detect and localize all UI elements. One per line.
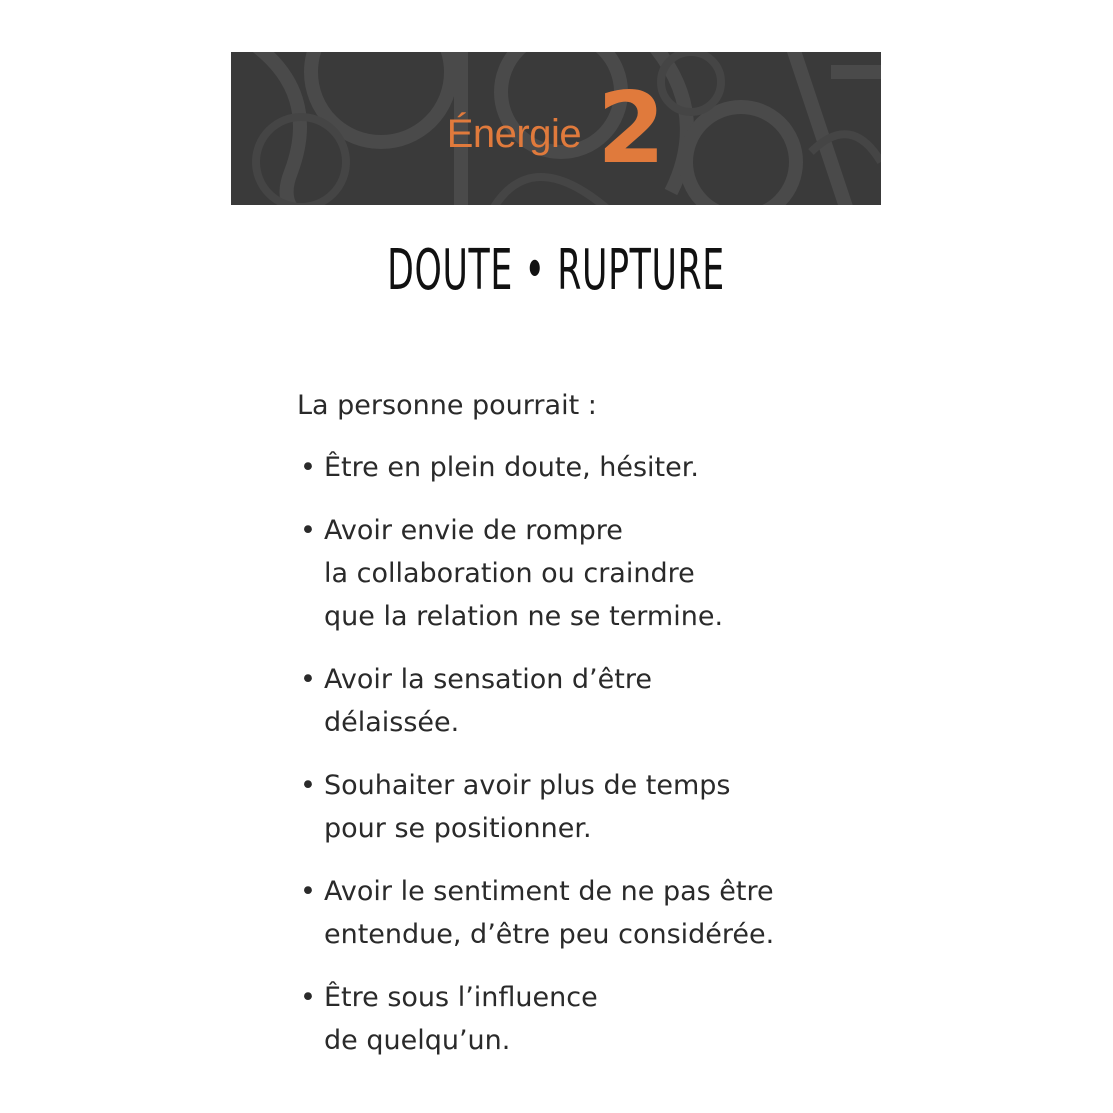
banner-word: Énergie — [446, 112, 582, 156]
bullet-icon: • — [300, 876, 316, 907]
list-item — [297, 870, 857, 956]
list-item — [297, 976, 857, 1062]
list-item-text: Souhaiter avoir plus de temps pour se positionner. — [324, 770, 731, 844]
list-item-text: Avoir envie de rompre la collaboration ou craindre que la relation ne se termine. — [324, 515, 724, 632]
list-item — [297, 509, 857, 638]
bullet-icon: • — [300, 982, 316, 1013]
list-item — [297, 658, 857, 744]
item-list — [297, 446, 857, 1062]
card-content — [297, 384, 857, 1082]
banner-number: 2 — [597, 71, 666, 186]
bullet-icon: • — [300, 452, 316, 483]
list-item — [297, 446, 857, 489]
banner-title — [231, 52, 881, 205]
intro-text: La personne pourrait : — [297, 390, 597, 421]
list-item-text: Avoir le sentiment de ne pas être entendue, d’être peu considérée. — [324, 876, 775, 950]
bullet-icon: • — [300, 770, 316, 801]
list-item-text: Avoir la sensation d’être délaissée. — [324, 664, 652, 738]
bullet-icon: • — [300, 515, 316, 546]
header-banner — [231, 52, 881, 205]
list-item-text: Être sous l’influence de quelqu’un. — [324, 982, 598, 1056]
list-item-text: Être en plein doute, hésiter. — [324, 452, 699, 483]
list-item — [297, 764, 857, 850]
page-title: DOUTE • RUPTURE — [387, 238, 725, 303]
bullet-icon: • — [300, 664, 316, 695]
